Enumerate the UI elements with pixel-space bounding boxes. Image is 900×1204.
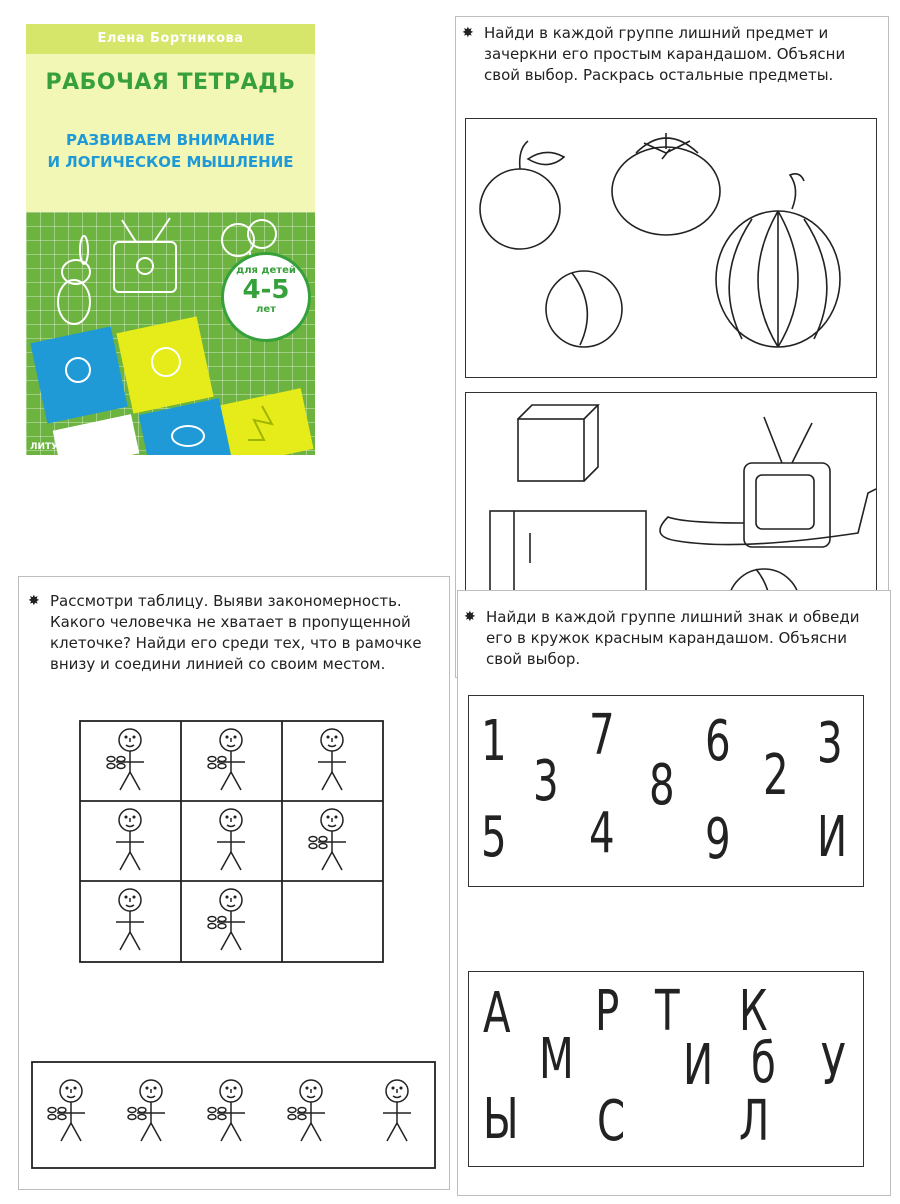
- sign-2-5: М: [539, 1027, 574, 1092]
- cube-icon: [518, 405, 598, 481]
- cover-tile-yellow-hedgehog: [116, 316, 213, 413]
- sign-1-5: 3: [533, 749, 559, 814]
- sign-2-3: Т: [655, 979, 680, 1044]
- task-odd-object-text: Найди в каждой группе лишний предмет и зачеркни его простым карандашом. Объясни свой выбор. Раскрась остальные предметы.: [484, 24, 846, 84]
- cover-subtitle-line1: РАЗВИВАЕМ ВНИМАНИЕ: [65, 131, 276, 149]
- sign-1-7: 2: [763, 743, 789, 808]
- pattern-table: [79, 720, 387, 966]
- sign-2-7: б: [751, 1031, 776, 1096]
- page-odd-object: [455, 16, 889, 678]
- table-figure-r2-c2: [217, 809, 245, 870]
- table-figure-r2-c3: [309, 809, 346, 870]
- answer-figure-2: [128, 1080, 165, 1141]
- table-figure-r1-c1: [107, 729, 144, 790]
- sign-1-10: 9: [705, 807, 731, 872]
- task-odd-sign: [464, 607, 884, 670]
- apple-icon: [480, 141, 564, 249]
- task-odd-sign-text: Найди в каждой группе лишний знак и обведи его в кружок красным карандашом. Объясни свой выбор.: [486, 608, 860, 668]
- sign-1-9: 4: [589, 801, 615, 866]
- sign-1-3: 6: [705, 709, 731, 774]
- watermelon-icon: [716, 174, 840, 347]
- sign-2-9: Ы: [483, 1087, 519, 1152]
- star-bullet-icon: ✸: [464, 609, 476, 625]
- task-odd-object: [462, 23, 882, 86]
- cover-publisher: ЛИТУР: [30, 442, 65, 452]
- ball-icon: [546, 271, 622, 347]
- book-cover: [26, 24, 315, 455]
- cover-tv-icon: [114, 218, 176, 292]
- page-odd-sign: [457, 590, 891, 1196]
- table-figure-r2-c1: [116, 809, 144, 870]
- sign-1-4: 3: [817, 711, 843, 776]
- answer-figure-5: [383, 1080, 411, 1141]
- sign-2-4: К: [739, 979, 768, 1044]
- sign-group-2: [468, 971, 864, 1167]
- sign-2-6: И: [683, 1033, 714, 1098]
- cover-age-line3: лет: [256, 304, 276, 315]
- cover-rabbit-icon: [58, 236, 90, 324]
- table-figure-r1-c2: [208, 729, 245, 790]
- object-group-1-drawing: [466, 119, 876, 377]
- sign-1-8: 5: [481, 805, 507, 870]
- tv-icon: [660, 417, 876, 547]
- sign-2-2: Р: [595, 979, 620, 1044]
- cover-subtitle: [26, 129, 315, 173]
- sign-2-1: А: [483, 981, 511, 1046]
- task-pattern-table: [28, 591, 440, 675]
- star-bullet-icon: ✸: [462, 25, 474, 41]
- star-bullet-icon: ✸: [28, 593, 40, 609]
- table-figure-r3-c1: [116, 889, 144, 950]
- sign-2-8: У: [821, 1033, 846, 1098]
- cover-tile-yellow-leaf: [220, 388, 313, 455]
- table-figure-r3-c2: [208, 889, 245, 950]
- sign-1-1: 1: [481, 709, 507, 774]
- tomato-icon: [612, 133, 720, 235]
- cover-title: РАБОЧАЯ ТЕТРАДЬ: [45, 70, 296, 95]
- sign-2-10: С: [597, 1089, 626, 1154]
- table-figure-r1-c3: [318, 729, 346, 790]
- cover-age-line1: для детей: [236, 265, 296, 276]
- sign-group-1: [468, 695, 864, 887]
- sign-2-11: Л: [739, 1089, 770, 1154]
- cover-age-line2: 4-5: [242, 275, 290, 305]
- sign-1-6: 8: [649, 753, 675, 818]
- cover-author: Елена Бортникова: [26, 24, 315, 54]
- cover-tile-blue-bird: [30, 326, 127, 423]
- answer-figure-3: [208, 1080, 245, 1141]
- sign-1-11: И: [817, 805, 848, 870]
- sign-1-2: 7: [589, 703, 615, 768]
- cover-subtitle-line2: И ЛОГИЧЕСКОЕ МЫШЛЕНИЕ: [47, 153, 294, 171]
- cover-tile-white-cat: [53, 414, 140, 455]
- cover-age-badge: [221, 252, 311, 342]
- answer-figure-4: [288, 1080, 325, 1141]
- object-group-1: [465, 118, 877, 378]
- answer-strip: [31, 1061, 437, 1171]
- answer-figure-1: [48, 1080, 85, 1141]
- task-pattern-table-text: Рассмотри таблицу. Выяви закономерность. Какого человечка не хватает в пропущенной клеточке? Найди его среди тех, что в рамочке внизу и соедини линией со своим местом.: [50, 592, 422, 673]
- page-pattern-table: [18, 576, 450, 1190]
